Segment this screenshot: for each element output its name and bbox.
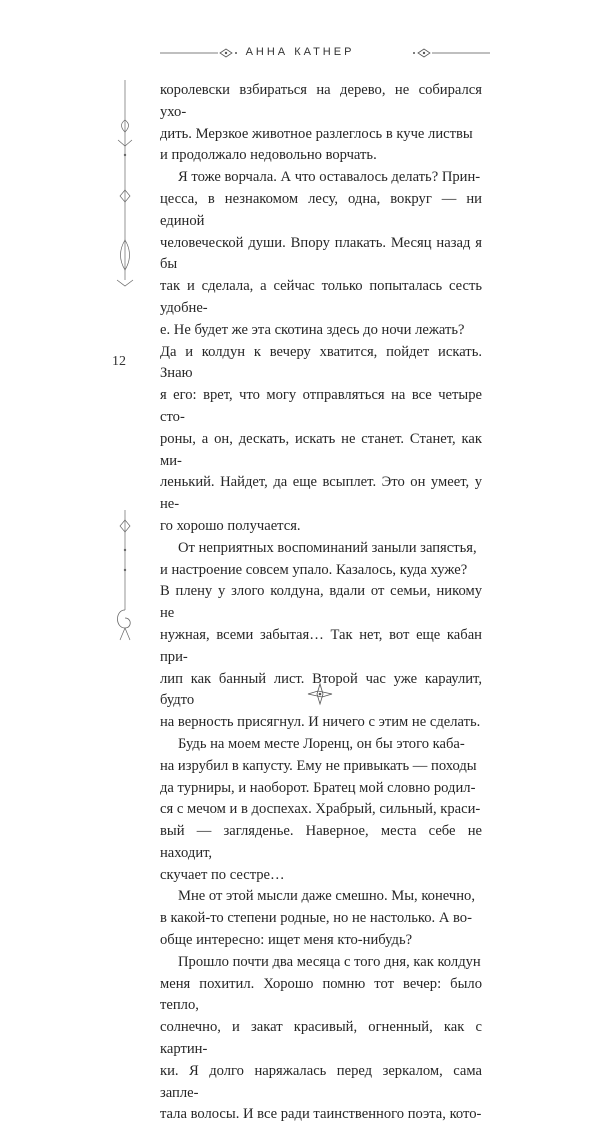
text-line: нужная, всеми забытая… Так нет, вот еще кабан при- (160, 626, 482, 665)
text-line: е. Не будет же эта скотина здесь до ночи лежать? (160, 321, 465, 338)
text-line: роны, а он, дескать, искать не станет. Станет, как ми- (160, 430, 482, 469)
margin-vine-top-ornament-icon (110, 80, 140, 290)
text-line: От неприятных воспоминаний заныли запястья, (178, 539, 477, 556)
text-line: и продолжало недовольно ворчать. (160, 147, 377, 164)
text-line: цесса, в незнакомом лесу, одна, вокруг — ни единой (160, 190, 482, 229)
text-line: на изрубил в капусту. Ему не привыкать — походы (160, 757, 477, 774)
text-line: вый — загляденье. Наверное, места себе не находит, (160, 823, 482, 861)
text-line: солнечно, и закат красивый, огненный, как с картин- (160, 1019, 482, 1058)
running-header (0, 42, 600, 62)
text-line: В плену у злого колдуна, вдали от семьи, никому не (160, 583, 482, 622)
text-line: тала волосы. И все ради таинственного поэта, кото- (160, 1106, 482, 1123)
text-line: да турниры, и наоборот. Братец мой словно родил- (160, 779, 476, 796)
text-line: го хорошо получается. (160, 517, 301, 534)
bottom-flourish-ornament-icon (305, 682, 335, 706)
text-line: ся с мечом и в доспехах. Храбрый, сильный, краси- (160, 801, 481, 818)
text-line: и настроение совсем упало. Казалось, куда хуже? (160, 561, 468, 578)
text-line: Будь на моем месте Лоренц, он бы этого каба- (178, 735, 465, 752)
text-line: королевски взбираться на дерево, не собирался ухо- (160, 82, 482, 120)
text-line: так и сделала, а сейчас только попыталась сесть удобне- (160, 278, 482, 316)
text-line: на верность присягнул. И ничего с этим не сделать. (160, 714, 481, 731)
text-line: меня похитил. Хорошо помню тот вечер: было тепло, (160, 975, 482, 1014)
text-line: Я тоже ворчала. А что оставалось делать? Прин- (178, 169, 481, 186)
text-line: Мне от этой мысли даже смешно. Мы, конечно, (178, 888, 475, 905)
book-author-title: АННА КАТНЕР (245, 46, 355, 58)
margin-vine-bottom-ornament-icon (110, 510, 140, 650)
text-line: ленький. Найдет, да еще всыплет. Это он умеет, у не- (160, 474, 482, 513)
page-number: 12 (112, 354, 126, 369)
text-line: Прошло почти два месяца с того дня, как колдун (178, 953, 481, 970)
text-line: лип как банный лист. Второй час уже караулит, будто (160, 670, 482, 709)
text-line: Да и колдун к вечеру хватится, пойдет искать. Знаю (160, 343, 482, 382)
text-line: человеческой души. Впору плакать. Месяц назад я бы (160, 234, 482, 273)
book-text (160, 80, 482, 1126)
text-line: дить. Мерзкое животное разлеглось в куче листвы (160, 125, 473, 142)
text-line: ки. Я долго наряжалась перед зеркалом, сама запле- (160, 1062, 482, 1101)
text-line: в какой-то степени родные, но не настолько. А во- (160, 910, 472, 927)
text-line: я его: врет, что могу отправляться на все четыре сто- (160, 387, 482, 425)
text-line: скучает по сестре… (160, 866, 285, 883)
text-line: обще интересно: ищет меня кто-нибудь? (160, 932, 413, 949)
header-right-ornament-icon (410, 46, 490, 60)
